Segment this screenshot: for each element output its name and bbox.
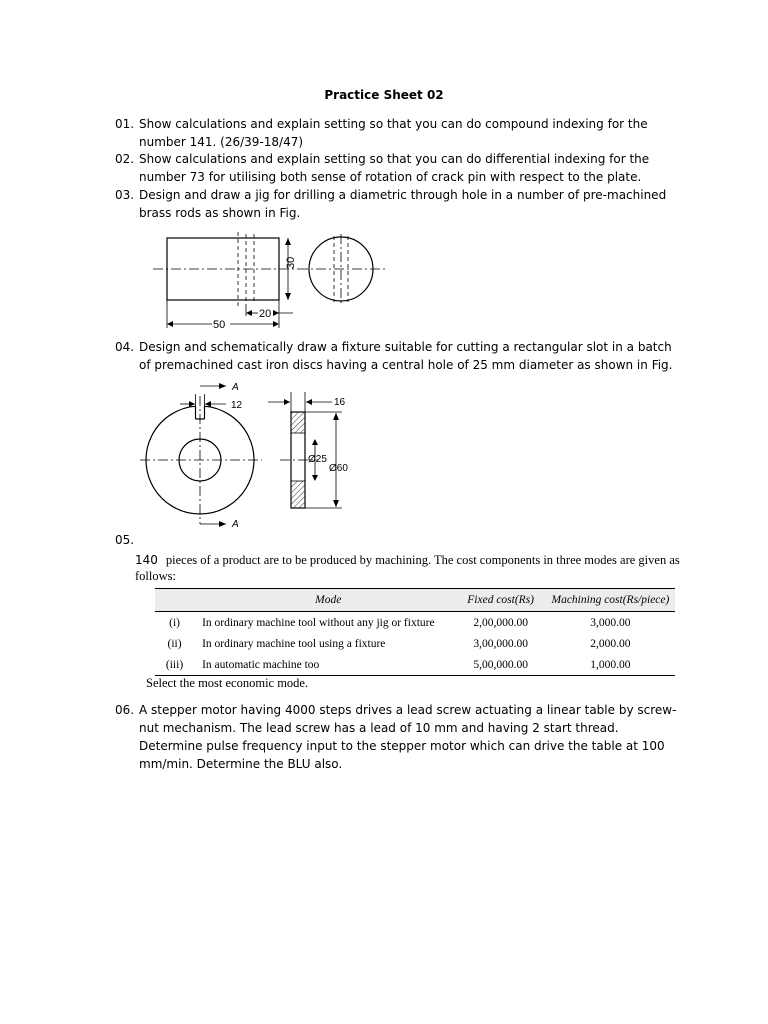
header-fixed-cost: Fixed cost(Rs)	[455, 589, 545, 612]
page-title: Practice Sheet 02	[324, 88, 444, 102]
question-text: Design and draw a jig for drilling a diametric through hole in a number of pre-machined brass rods as shown in Fig.	[139, 188, 667, 220]
row-index: (ii)	[167, 637, 182, 650]
figure-cast-iron-disc	[140, 378, 370, 530]
row-machining-cost: 1,000.00	[546, 654, 675, 676]
question-number: 02.	[115, 152, 135, 166]
section-label-bottom: A	[232, 519, 239, 530]
table-row	[155, 654, 675, 676]
header-mode: Mode	[194, 589, 455, 612]
row-mode: In ordinary machine tool using a fixture	[202, 637, 386, 650]
dim-length: 50	[213, 319, 226, 331]
header-machining-cost: Machining cost(Rs/piece)	[546, 589, 675, 612]
section-label-top: A	[232, 382, 239, 393]
dim-hole: 20	[259, 308, 272, 320]
question-number: 06.	[115, 703, 135, 717]
cost-table	[155, 588, 675, 676]
row-machining-cost: 3,000.00	[590, 616, 631, 629]
question-text: A stepper motor having 4000 steps drives a lead screw actuating a linear table by screw-nut mechanism. The lead screw has a lead of 10 mm and having 2 start thread. Determine pulse frequency input to the stepper motor which can drive the table at 100 mm/min. Determine the BLU also.	[139, 703, 677, 771]
q5-intro-text: pieces of a product are to be produced by machining. The cost components in three modes are given as follows:	[135, 553, 680, 583]
table-row	[155, 633, 675, 654]
question-number: 03.	[115, 188, 135, 202]
question-02	[115, 150, 685, 186]
question-03	[115, 186, 685, 222]
q5-quantity: 140	[135, 553, 158, 567]
question-06	[115, 701, 685, 773]
row-mode: In automatic machine too	[194, 654, 455, 676]
row-index: (iii)	[155, 654, 194, 676]
question-01	[115, 115, 685, 151]
question-number: 05.	[115, 533, 135, 547]
question-number: 04.	[115, 340, 135, 354]
dim-outer-diameter: Ø60	[329, 463, 348, 474]
table-row	[155, 612, 675, 634]
figure-brass-rod	[148, 230, 388, 332]
row-fixed-cost: 5,00,000.00	[455, 654, 545, 676]
row-index: (i)	[169, 616, 180, 629]
question-text: Show calculations and explain setting so that you can do differential indexing for the number 73 for utilising both sense of rotation of crack pin with respect to the plate.	[139, 152, 650, 184]
question-text: Design and schematically draw a fixture suitable for cutting a rectangular slot in a batch of premachined cast iron discs having a central hole of 25 mm diameter as shown in Fig.	[139, 340, 673, 372]
dim-hole-diameter: Ø25	[308, 454, 327, 465]
question-text: Show calculations and explain setting so that you can do compound indexing for the number 141. (26/39-18/47)	[139, 117, 648, 149]
row-machining-cost: 2,000.00	[590, 637, 631, 650]
dim-height: 30	[285, 256, 297, 269]
dim-slot-width: 12	[231, 400, 243, 411]
dim-thickness: 16	[334, 397, 346, 408]
row-fixed-cost: 2,00,000.00	[473, 616, 528, 629]
row-mode: In ordinary machine tool without any jig or fixture	[202, 616, 435, 629]
q5-intro	[135, 552, 700, 584]
q5-conclusion: Select the most economic mode.	[146, 676, 309, 690]
question-number: 01.	[115, 117, 135, 131]
table-header-row	[155, 589, 675, 612]
question-04	[115, 338, 685, 374]
row-fixed-cost: 3,00,000.00	[473, 637, 528, 650]
